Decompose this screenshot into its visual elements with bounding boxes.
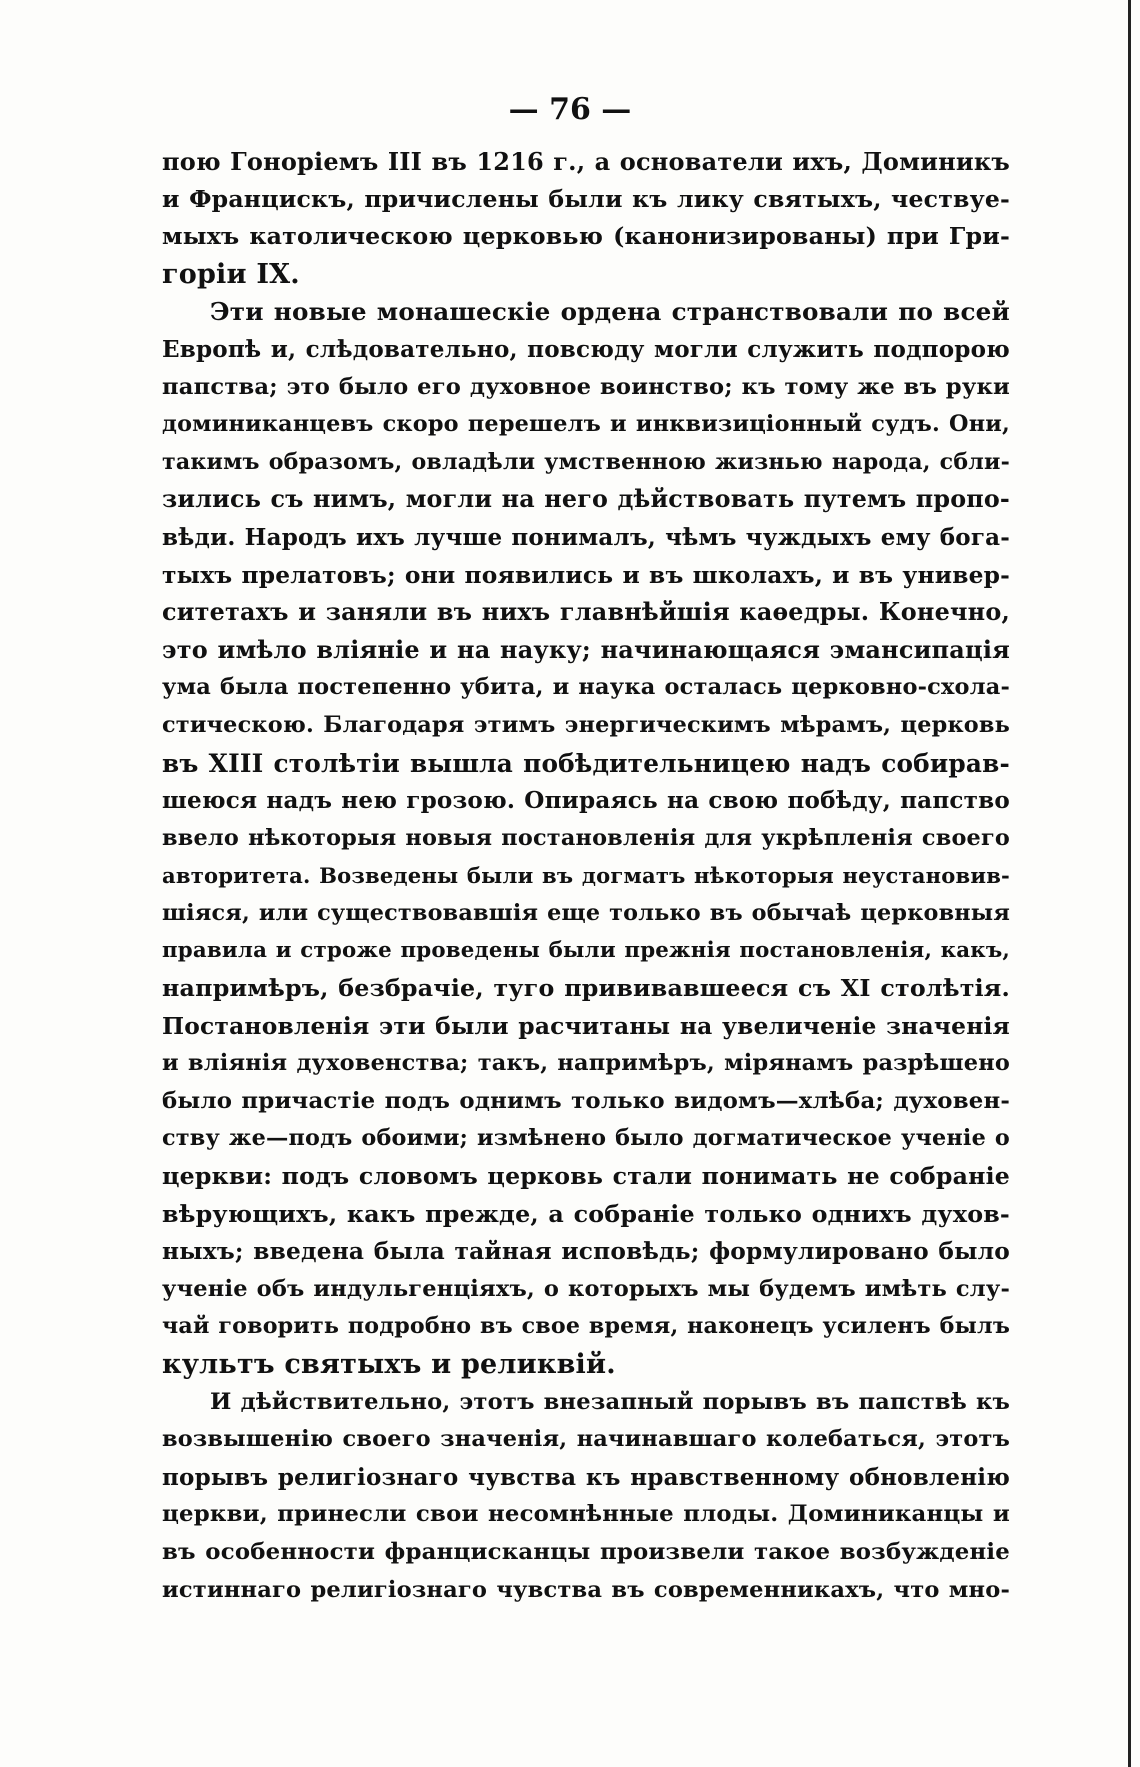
text-line: шеюся надъ нею грозою. Опираясь на свою побѣду, папство [162,787,1010,815]
text-line: Постановленія эти были расчитаны на увеличеніе значенія [162,1011,1010,1040]
text-line: Эти новые монашескіе ордена странствовали по всей [210,297,1010,327]
text-line: порывъ религіознаго чувства къ нравственному обновленію [162,1463,1010,1491]
text-line: мыхъ католическою церковью (канонизированы) при Гри- [162,222,1010,251]
text-line: культъ святыхъ и реликвій. [162,1349,616,1380]
body-text [162,143,1010,1609]
text-line: и вліянія духовенства; такъ, напримѣръ, мірянамъ разрѣшено [162,1050,1010,1077]
text-line: это имѣло вліяніе и на науку; начинающаяся эмансипація [162,635,1010,664]
text-line: горіи IX. [162,258,300,290]
text-line: въ XIII столѣтіи вышла побѣдительницею надъ собирав- [162,748,1010,778]
text-line: такимъ образомъ, овладѣли умственною жизнью народа, сбли- [162,448,1010,475]
text-line: ству же—подъ обоими; измѣнено было догматическое ученіе о [162,1125,1010,1152]
text-line: ума была постепенно убита, и наука осталась церковно-схола- [162,674,1010,701]
text-line: истиннаго религіознаго чувства въ современникахъ, что мно- [162,1576,1010,1603]
text-line: ввело нѣкоторыя новыя постановленія для укрѣпленія своего [162,824,1010,851]
text-line: шіяся, или существовавшія еще только въ обычаѣ церковныя [162,899,1010,926]
text-line: было причастіе подъ однимъ только видомъ—хлѣба; духовен- [162,1087,1010,1114]
text-line: вѣрующихъ, какъ прежде, а собраніе только однихъ духов- [162,1199,1010,1228]
text-line: ситетахъ и заняли въ нихъ главнѣйшія каѳедры. Конечно, [162,598,1010,627]
text-line: вѣди. Народъ ихъ лучше понималъ, чѣмъ чуждыхъ ему бога- [162,523,1010,551]
text-line: правила и строже проведены были прежнія постановленія, какъ, [162,938,1010,964]
text-line: пою Гоноріемъ III въ 1216 г., а основатели ихъ, Доминикъ [162,147,1010,176]
page-number: — 76 — [508,92,632,127]
text-line: зились съ нимъ, могли на него дѣйствовать путемъ пропо- [162,485,1010,514]
text-line: ученіе объ индульгенціяхъ, о которыхъ мы будемъ имѣть слу- [162,1275,1010,1302]
page-edge-line [1128,0,1131,1767]
text-line: авторитета. Возведены были въ догматъ нѣкоторыя неустановив- [162,863,1010,889]
text-line: тыхъ прелатовъ; они появились и въ школахъ, и въ универ- [162,561,1010,589]
text-line: напримѣръ, безбрачіе, туго прививавшееся съ XI столѣтія. [162,974,1010,1003]
text-line: и Францискъ, причислены были къ лику святыхъ, чествуе- [162,184,1010,213]
text-line: стическою. Благодаря этимъ энергическимъ мѣрамъ, церковь [162,711,1010,738]
text-line: въ особенности францисканцы произвели такое возбужденіе [162,1538,1010,1565]
text-line: Европѣ и, слѣдовательно, повсюду могли служить подпорою [162,335,1010,363]
text-line: папства; это было его духовное воинство; къ тому же въ руки [162,373,1010,400]
text-line: чай говорить подробно въ свое время, наконецъ усиленъ былъ [162,1313,1010,1340]
text-line: церкви: подъ словомъ церковь стали понимать не собраніе [162,1162,1010,1191]
text-line: церкви, принесли свои несомнѣнные плоды. Доминиканцы и [162,1501,1010,1528]
text-line: ныхъ; введена была тайная исповѣдь; формулировано было [162,1238,1010,1266]
text-line: доминиканцевъ скоро перешелъ и инквизиціонный судъ. Они, [162,411,1010,438]
text-line: И дѣйствительно, этотъ внезапный порывъ въ папствѣ къ [210,1388,1010,1415]
text-line: возвышенію своего значенія, начинавшаго колебаться, этотъ [162,1426,1010,1453]
